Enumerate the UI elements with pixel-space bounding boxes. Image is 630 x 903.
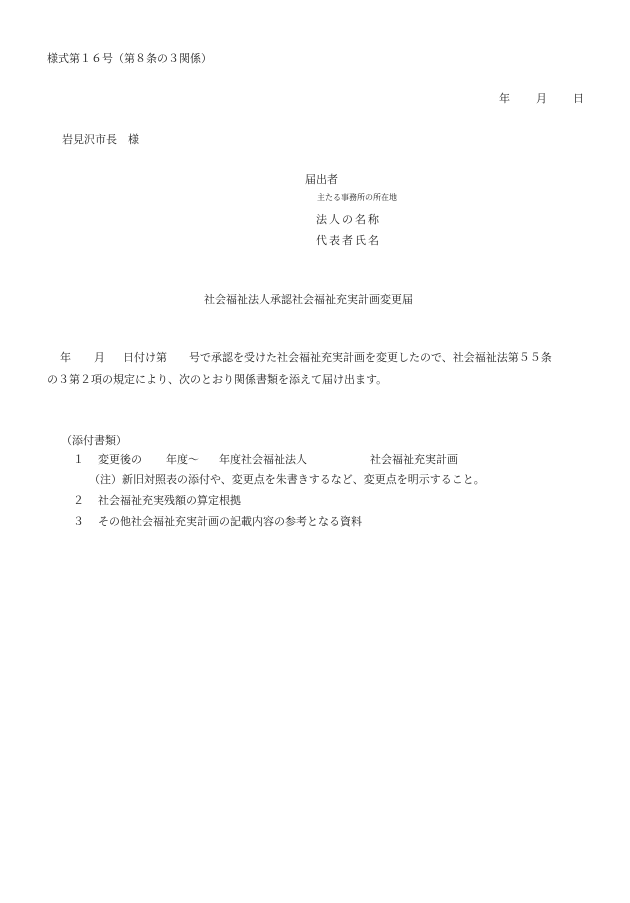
attachment-item-1 (73, 451, 458, 467)
item-2-text: 社会福祉充実残額の算定根拠 (98, 494, 241, 507)
address-label: 主たる事務所の所在地 (317, 193, 397, 202)
date-year: 年 (499, 92, 510, 105)
body-line-2: の３第２項の規定により、次のとおり関係書類を添えて届け出ます。 (47, 373, 388, 386)
applicant-heading: 届出者 (305, 173, 338, 186)
item-3-text: その他社会福祉充実計画の記載内容の参考となる資料 (98, 515, 362, 528)
form-number: 様式第１６号（第８条の３関係） (47, 52, 212, 65)
body-day-no: 日付け第 (123, 351, 167, 364)
attachment-item-3 (73, 513, 362, 529)
attachments-heading: （添付書類） (61, 434, 127, 447)
item-1-part-b: 年度～ (166, 453, 199, 466)
item-1-part-a: 変更後の (98, 453, 142, 466)
representative-label: 代表者氏名 (316, 234, 381, 247)
document-title: 社会福祉法人承認社会福祉充実計画変更届 (204, 293, 413, 306)
date-month: 月 (536, 92, 547, 105)
item-1-number: １ (73, 453, 84, 466)
item-2-number: ２ (73, 494, 84, 507)
corporation-name-label: 法人の名称 (316, 213, 381, 226)
item-1-part-d: 社会福祉充実計画 (370, 453, 458, 466)
item-1-part-c: 年度社会福祉法人 (219, 453, 307, 466)
body-month: 月 (94, 351, 105, 364)
item-3-number: ３ (73, 515, 84, 528)
attachment-item-2 (73, 492, 241, 508)
date-line (499, 90, 584, 106)
addressee: 岩見沢市長 様 (62, 133, 139, 146)
body-year: 年 (60, 351, 71, 364)
body-line-1 (60, 349, 552, 365)
body-line-1-rest: 号で承認を受けた社会福祉充実計画を変更したので、社会福祉法第５５条 (189, 351, 552, 364)
date-day: 日 (573, 92, 584, 105)
attachment-item-1-note: （注）新旧対照表の添付や、変更点を朱書きするなど、変更点を明示すること。 (89, 473, 485, 486)
